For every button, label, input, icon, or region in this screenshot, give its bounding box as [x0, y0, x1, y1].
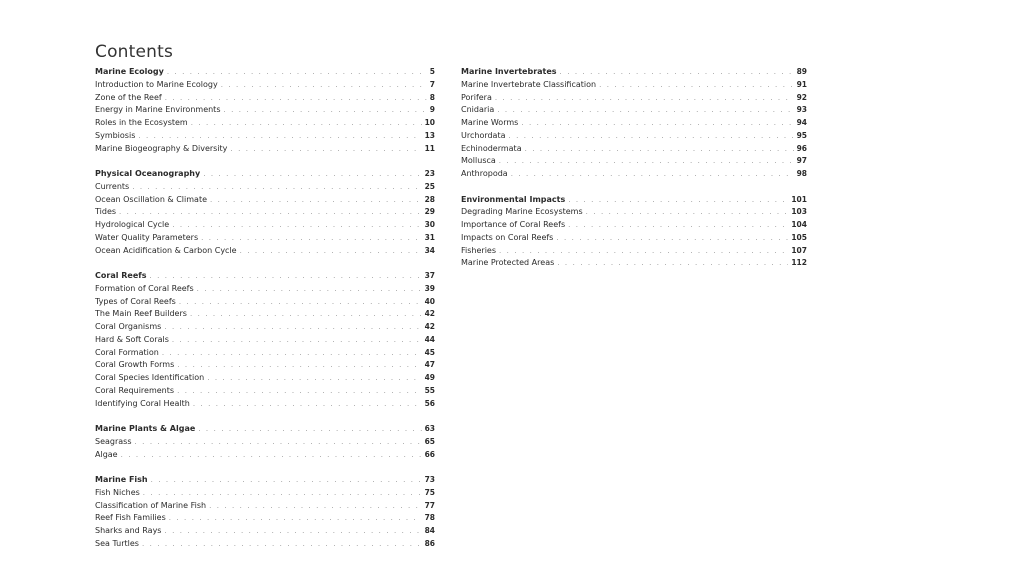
toc-entry-energy-in-marine-environments[interactable]	[95, 104, 435, 117]
toc-page-number: 65	[424, 436, 435, 446]
dot-leader	[177, 385, 422, 398]
dot-leader	[210, 194, 422, 207]
toc-entry-echinodermata[interactable]	[461, 143, 807, 156]
dot-leader	[599, 79, 793, 92]
page-title: Contents	[95, 42, 174, 63]
toc-entry-label: Classification of Marine Fish	[95, 500, 207, 510]
toc-page-number: 95	[796, 130, 807, 140]
toc-page-number: 45	[424, 347, 435, 357]
toc-entry-label: Introduction to Marine Ecology	[95, 79, 218, 89]
toc-entry-label: Cnidaria	[461, 105, 495, 115]
toc-page-number: 31	[424, 232, 435, 242]
dot-leader	[119, 206, 422, 219]
dot-leader	[221, 79, 427, 92]
dot-leader	[521, 117, 793, 130]
toc-entry-roles-in-the-ecosystem[interactable]	[95, 117, 435, 130]
toc-entry-label: Urchordata	[461, 130, 506, 140]
toc-section-heading-marine-plants-and-algae[interactable]	[95, 423, 435, 436]
toc-entry-label: Marine Invertebrate Classification	[461, 79, 597, 89]
toc-entry-label: Formation of Coral Reefs	[95, 283, 194, 293]
toc-entry-label: Currents	[95, 181, 130, 191]
toc-section-heading-environmental-impacts[interactable]	[461, 194, 807, 207]
dot-leader	[511, 168, 794, 181]
toc-section-heading-marine-invertebrates[interactable]	[461, 66, 807, 79]
dot-leader	[556, 232, 788, 245]
toc-left-column	[95, 66, 435, 563]
dot-leader	[179, 296, 422, 309]
dot-leader	[172, 219, 421, 232]
toc-entry-classification-of-marine-fish[interactable]	[95, 500, 435, 513]
toc-entry-marine-protected-areas[interactable]	[461, 257, 807, 270]
toc-page-number: 105	[791, 232, 807, 242]
toc-page-number: 77	[424, 500, 435, 510]
dot-leader	[568, 219, 788, 232]
toc-page-number: 28	[424, 194, 435, 204]
toc-entry-porifera[interactable]	[461, 92, 807, 105]
toc-entry-water-quality-parameters[interactable]	[95, 232, 435, 245]
toc-entry-label: Impacts on Coral Reefs	[461, 232, 554, 242]
dot-leader	[209, 500, 422, 513]
toc-entry-label: Porifera	[461, 92, 492, 102]
toc-entry-currents[interactable]	[95, 181, 435, 194]
toc-entry-label: Environmental Impacts	[461, 194, 566, 204]
toc-entry-label: Echinodermata	[461, 143, 522, 153]
dot-leader	[162, 347, 422, 360]
toc-entry-label: Energy in Marine Environments	[95, 105, 221, 115]
dot-leader	[132, 181, 421, 194]
dot-leader	[560, 66, 794, 79]
toc-entry-label: Marine Worms	[461, 118, 519, 127]
toc-entry-label: Ocean Oscillation & Climate	[95, 194, 207, 204]
toc-entry-coral-formation[interactable]	[95, 347, 435, 360]
toc-entry-label: Sea Turtles	[95, 538, 139, 548]
toc-page-number: 98	[796, 169, 807, 178]
toc-entry-identifying-coral-health[interactable]	[95, 398, 435, 411]
toc-entry-algae[interactable]	[95, 449, 435, 462]
dot-leader	[198, 423, 421, 436]
dot-leader	[499, 155, 794, 168]
dot-leader	[586, 206, 789, 219]
toc-section-marine-fish	[95, 474, 435, 551]
toc-entry-label: Tides	[95, 207, 117, 217]
dot-leader	[568, 194, 788, 207]
toc-entry-reef-fish-families[interactable]	[95, 512, 435, 525]
toc-entry-tides[interactable]	[95, 206, 435, 219]
toc-entry-label: Coral Species Identification	[95, 373, 205, 382]
dot-leader	[121, 449, 422, 462]
toc-page-number: 86	[424, 538, 435, 548]
toc-page-number: 9	[429, 105, 435, 115]
toc-entry-label: Ocean Acidification & Carbon Cycle	[95, 245, 237, 255]
toc-entry-types-of-coral-reefs[interactable]	[95, 296, 435, 309]
toc-entry-label: Degrading Marine Ecosystems	[461, 207, 583, 217]
toc-entry-fish-niches[interactable]	[95, 487, 435, 500]
dot-leader	[201, 232, 421, 245]
toc-page-number: 23	[424, 169, 435, 178]
toc-page-number: 55	[424, 385, 435, 395]
dot-leader	[172, 334, 422, 347]
toc-entry-label: Coral Organisms	[95, 322, 162, 331]
toc-entry-label: Marine Plants & Algae	[95, 424, 196, 433]
toc-entry-label: Marine Protected Areas	[461, 258, 555, 268]
toc-page-number: 42	[424, 309, 435, 319]
dot-leader	[165, 92, 427, 105]
toc-page-number: 78	[424, 513, 435, 523]
toc-page-number: 47	[424, 360, 435, 370]
dot-leader	[169, 512, 422, 525]
toc-page-number: 56	[424, 398, 435, 408]
dot-leader	[525, 143, 794, 156]
dot-leader	[164, 321, 421, 334]
toc-page-number: 101	[791, 194, 807, 204]
dot-leader	[557, 257, 788, 270]
toc-section-heading-physical-oceanography[interactable]	[95, 168, 435, 181]
toc-page-number: 49	[424, 373, 435, 382]
dot-leader	[167, 66, 427, 79]
toc-entry-marine-invertebrate-classification[interactable]	[461, 79, 807, 92]
toc-section-environmental-impacts	[461, 194, 807, 271]
toc-page-number: 39	[424, 283, 435, 293]
toc-entry-formation-of-coral-reefs[interactable]	[95, 283, 435, 296]
toc-entry-hydrological-cycle[interactable]	[95, 219, 435, 232]
dot-leader	[164, 525, 421, 538]
toc-entry-label: Marine Invertebrates	[461, 67, 557, 76]
toc-entry-label: Anthropoda	[461, 169, 508, 178]
toc-entry-label: Coral Requirements	[95, 385, 175, 395]
toc-entry-coral-organisms[interactable]	[95, 321, 435, 334]
toc-entry-sea-turtles[interactable]	[95, 538, 435, 551]
toc-page-number: 107	[791, 245, 807, 255]
toc-entry-marine-worms[interactable]	[461, 117, 807, 130]
toc-entry-label: Marine Fish	[95, 475, 148, 484]
toc-page-number: 44	[424, 334, 435, 344]
toc-entry-label: Physical Oceanography	[95, 169, 201, 178]
toc-section-physical-oceanography	[95, 168, 435, 257]
toc-section-marine-ecology	[95, 66, 435, 155]
dot-leader	[191, 117, 422, 130]
toc-page-number: 5	[429, 67, 435, 76]
toc-entry-hard-and-soft-corals[interactable]	[95, 334, 435, 347]
toc-entry-label: Fish Niches	[95, 487, 140, 497]
toc-entry-sharks-and-rays[interactable]	[95, 525, 435, 538]
toc-page-number: 93	[796, 105, 807, 115]
toc-page-number: 103	[791, 207, 807, 217]
dot-leader	[203, 168, 421, 181]
toc-entry-seagrass[interactable]	[95, 436, 435, 449]
toc-entry-label: Hydrological Cycle	[95, 220, 170, 229]
toc-page-number: 63	[424, 424, 435, 433]
toc-entry-label: Marine Biogeography & Diversity	[95, 143, 228, 153]
toc-entry-label: Reef Fish Families	[95, 513, 166, 523]
dot-leader	[143, 487, 422, 500]
dot-leader	[224, 104, 427, 117]
toc-page-number: 94	[796, 118, 807, 127]
toc-page-number: 92	[796, 92, 807, 102]
toc-page-number: 91	[796, 79, 807, 89]
dot-leader	[495, 92, 794, 105]
toc-entry-label: Zone of the Reef	[95, 92, 162, 102]
toc-entry-label: Roles in the Ecosystem	[95, 118, 188, 127]
toc-entry-urchordata[interactable]	[461, 130, 807, 143]
toc-entry-label: Water Quality Parameters	[95, 232, 199, 242]
toc-section-marine-invertebrates	[461, 66, 807, 181]
toc-entry-coral-requirements[interactable]	[95, 385, 435, 398]
toc-entry-anthropoda[interactable]	[461, 168, 807, 181]
toc-entry-coral-growth-forms[interactable]	[95, 359, 435, 372]
toc-page-number: 96	[796, 143, 807, 153]
dot-leader	[197, 283, 422, 296]
dot-leader	[207, 372, 421, 385]
toc-entry-label: Mollusca	[461, 156, 496, 166]
dot-leader	[499, 245, 788, 258]
dot-leader	[497, 104, 793, 117]
toc-page-number: 7	[429, 79, 435, 89]
dot-leader	[177, 359, 421, 372]
toc-page-number: 11	[424, 143, 435, 153]
toc-entry-ocean-oscillation-and-climate[interactable]	[95, 194, 435, 207]
dot-leader	[193, 398, 422, 411]
toc-page-number: 30	[424, 220, 435, 229]
dot-leader	[230, 143, 421, 156]
toc-page-number: 104	[791, 220, 807, 229]
dot-leader	[142, 538, 422, 551]
toc-page-number: 75	[424, 487, 435, 497]
toc-section-heading-marine-ecology[interactable]	[95, 66, 435, 79]
toc-entry-label: Importance of Coral Reefs	[461, 220, 566, 229]
toc-page-number: 42	[424, 322, 435, 331]
toc-entry-label: Sharks and Rays	[95, 526, 162, 535]
toc-page-number: 25	[424, 181, 435, 191]
toc-entry-label: Coral Growth Forms	[95, 360, 175, 370]
toc-entry-ocean-acidification-and-carbon-cycle[interactable]	[95, 245, 435, 258]
toc-page-number: 40	[424, 296, 435, 306]
toc-page-number: 34	[424, 245, 435, 255]
toc-page-number: 112	[791, 258, 807, 268]
toc-entry-label: Identifying Coral Health	[95, 398, 190, 408]
toc-section-coral-reefs	[95, 270, 435, 410]
toc-entry-label: Coral Formation	[95, 347, 159, 357]
toc-page-number: 10	[424, 118, 435, 127]
dot-leader	[190, 308, 422, 321]
toc-entry-introduction-to-marine-ecology[interactable]	[95, 79, 435, 92]
toc-section-heading-marine-fish[interactable]	[95, 474, 435, 487]
toc-right-column	[461, 66, 807, 283]
toc-page-number: 97	[796, 156, 807, 166]
toc-section-marine-plants-and-algae	[95, 423, 435, 461]
toc-page-number: 89	[796, 67, 807, 76]
dot-leader	[509, 130, 794, 143]
dot-leader	[150, 270, 422, 283]
toc-entry-label: Marine Ecology	[95, 67, 164, 76]
toc-entry-fisheries[interactable]	[461, 245, 807, 258]
toc-section-heading-coral-reefs[interactable]	[95, 270, 435, 283]
toc-page-number: 29	[424, 207, 435, 217]
toc-entry-mollusca[interactable]	[461, 155, 807, 168]
toc-page-number: 73	[424, 475, 435, 484]
toc-entry-label: Algae	[95, 449, 118, 459]
toc-entry-label: Symbiosis	[95, 130, 136, 140]
toc-page-number: 37	[424, 271, 435, 280]
dot-leader	[240, 245, 422, 258]
toc-entry-degrading-marine-ecosystems[interactable]	[461, 206, 807, 219]
dot-leader	[151, 474, 422, 487]
dot-leader	[135, 436, 422, 449]
dot-leader	[138, 130, 421, 143]
toc-page-number: 84	[424, 526, 435, 535]
toc-entry-cnidaria[interactable]	[461, 104, 807, 117]
toc-entry-symbiosis[interactable]	[95, 130, 435, 143]
toc-entry-importance-of-coral-reefs[interactable]	[461, 219, 807, 232]
toc-page-number: 8	[429, 92, 435, 102]
toc-entry-marine-biogeography-and-diversity[interactable]	[95, 143, 435, 156]
toc-page-number: 66	[424, 449, 435, 459]
toc-entry-impacts-on-coral-reefs[interactable]	[461, 232, 807, 245]
toc-entry-label: Hard & Soft Corals	[95, 334, 169, 344]
toc-entry-label: The Main Reef Builders	[95, 309, 187, 319]
toc-entry-label: Types of Coral Reefs	[95, 296, 176, 306]
toc-entry-label: Coral Reefs	[95, 271, 147, 280]
toc-page-number: 13	[424, 130, 435, 140]
toc-entry-label: Fisheries	[461, 245, 497, 255]
toc-entry-coral-species-identification[interactable]	[95, 372, 435, 385]
toc-entry-the-main-reef-builders[interactable]	[95, 308, 435, 321]
toc-entry-label: Seagrass	[95, 436, 132, 446]
toc-entry-zone-of-the-reef[interactable]	[95, 92, 435, 105]
